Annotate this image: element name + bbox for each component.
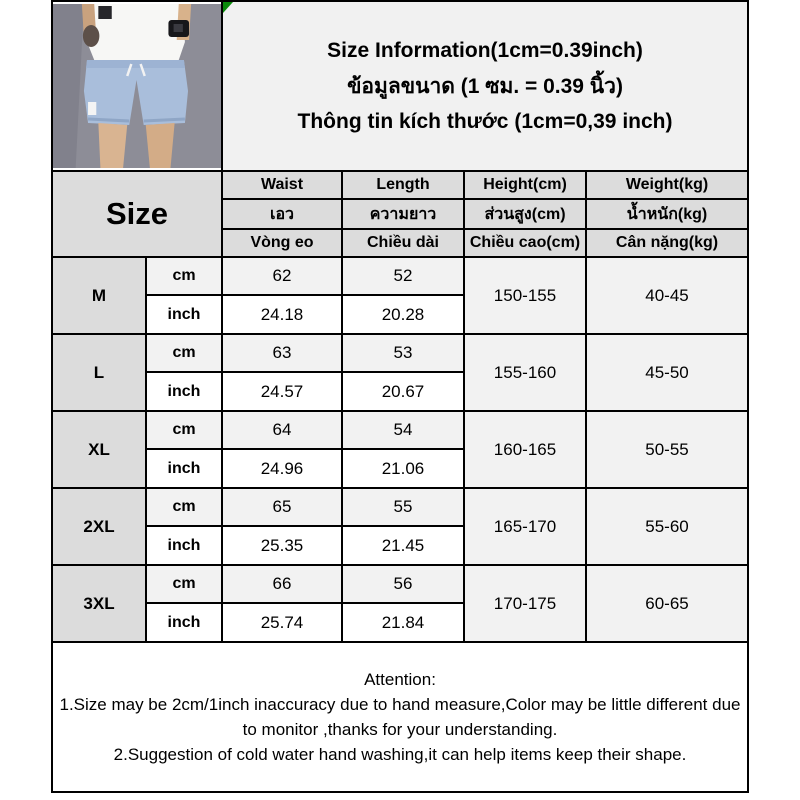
left-hand [83,25,99,47]
col-header-length-vn: Chiều dài [342,229,464,257]
unit-cm: cm [146,488,222,526]
waist-cm-value: 63 [222,334,342,372]
size-chart-table [51,0,749,793]
height-range: 155-160 [464,334,586,411]
unit-inch: inch [146,603,222,642]
title-english: Size Information(1cm=0.39inch) [327,38,643,62]
attention-heading: Attention: [364,670,436,689]
size-label: 2XL [52,488,146,565]
length-cm-value: 54 [342,411,464,449]
weight-range: 50-55 [586,411,748,488]
shorts-waistband [86,60,185,68]
length-cm-value: 55 [342,488,464,526]
col-header-weight-th: น้ำหนัก(kg) [586,199,748,229]
product-photo-cell [52,1,222,171]
length-inch-value: 20.28 [342,295,464,334]
weight-range: 60-65 [586,565,748,642]
unit-inch: inch [146,449,222,488]
unit-inch: inch [146,295,222,334]
length-inch-value: 21.45 [342,526,464,565]
col-header-weight-vn: Cân nặng(kg) [586,229,748,257]
unit-cm: cm [146,565,222,603]
col-header-waist-th: เอว [222,199,342,229]
col-header-height-en: Height(cm) [464,171,586,199]
weight-range: 40-45 [586,257,748,334]
title-cell [222,1,748,171]
col-header-height-th: ส่วนสูง(cm) [464,199,586,229]
col-header-waist-vn: Vòng eo [222,229,342,257]
waist-cm-value: 66 [222,565,342,603]
waist-inch-value: 24.57 [222,372,342,411]
length-inch-value: 20.67 [342,372,464,411]
shirt-tag [98,6,111,19]
attention-note [52,642,748,792]
waist-cm-value: 62 [222,257,342,295]
waist-inch-value: 25.35 [222,526,342,565]
size-label: XL [52,411,146,488]
length-cm-value: 52 [342,257,464,295]
weight-range: 45-50 [586,334,748,411]
unit-inch: inch [146,372,222,411]
col-header-length-th: ความยาว [342,199,464,229]
waist-inch-value: 24.96 [222,449,342,488]
length-inch-value: 21.84 [342,603,464,642]
leg-patch-tag [88,102,96,115]
title-thai: ข้อมูลขนาด (1 ซม. = 0.39 นิ้ว) [347,74,623,98]
col-header-waist-en: Waist [222,171,342,199]
waist-inch-value: 25.74 [222,603,342,642]
right-leg [146,123,175,168]
size-label: L [52,334,146,411]
height-range: 165-170 [464,488,586,565]
height-range: 160-165 [464,411,586,488]
col-header-height-vn: Chiều cao(cm) [464,229,586,257]
length-cm-value: 56 [342,565,464,603]
size-label: 3XL [52,565,146,642]
size-label: M [52,257,146,334]
weight-range: 55-60 [586,488,748,565]
col-header-length-en: Length [342,171,464,199]
height-range: 170-175 [464,565,586,642]
waist-inch-value: 24.18 [222,295,342,334]
unit-cm: cm [146,411,222,449]
size-header-cell: Size [52,171,222,257]
denim-shorts-model-photo [53,4,221,168]
length-inch-value: 21.06 [342,449,464,488]
left-leg [98,123,127,168]
waist-cm-value: 65 [222,488,342,526]
height-range: 150-155 [464,257,586,334]
watch-face [174,24,183,32]
waist-cm-value: 64 [222,411,342,449]
unit-cm: cm [146,257,222,295]
attention-line-1: 1.Size may be 2cm/1inch inaccuracy due to hand measure,Color may be little different due to monitor ,thanks for your understanding. [59,695,741,739]
unit-cm: cm [146,334,222,372]
unit-inch: inch [146,526,222,565]
attention-line-2: 2.Suggestion of cold water hand washing,it can help items keep their shape. [113,745,687,764]
title-vietnamese: Thông tin kích thước (1cm=0,39 inch) [297,109,673,133]
length-cm-value: 53 [342,334,464,372]
cell-corner-marker-icon [223,2,233,13]
col-header-weight-en: Weight(kg) [586,171,748,199]
